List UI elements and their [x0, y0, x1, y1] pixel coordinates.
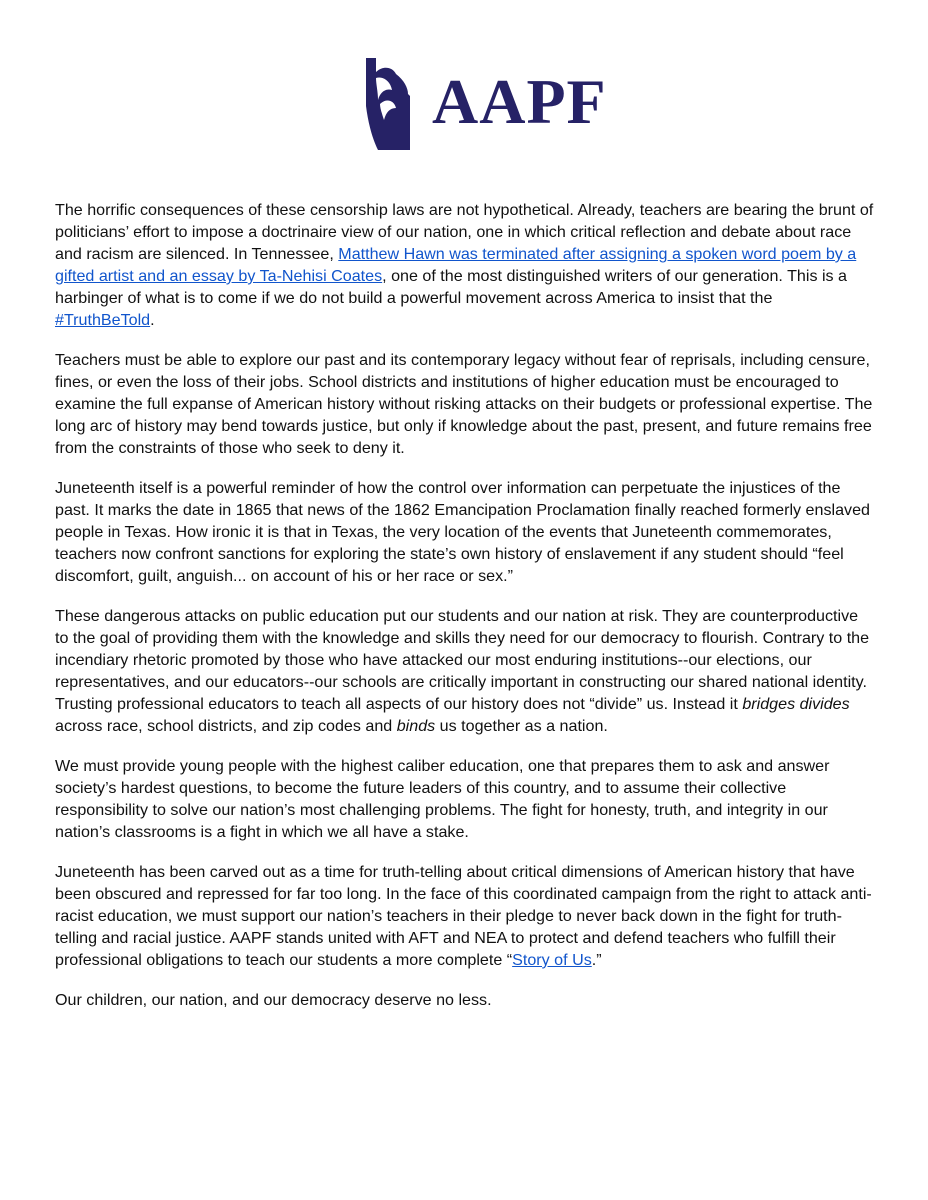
paragraph-2: Teachers must be able to explore our past and its contemporary legacy without fear of reprisals, including censure, fines, or even the loss of their jobs. School districts and institutions of higher education must be encouraged to examine the full expanse of American history without risking attacks on their budgets or professional expertise. The long arc of history may bend towards justice, but only if knowledge about the past, present, and future remains free from the constraints of those who seek to deny it. [55, 351, 873, 457]
aapf-logo-text: AAPF [432, 66, 607, 137]
truthbetold-hashtag-link[interactable]: #TruthBeTold [55, 311, 151, 329]
aapf-logo-mark-icon [366, 58, 410, 150]
letter-body [55, 199, 875, 1029]
aapf-logo [366, 58, 626, 152]
paragraph-7: Our children, our nation, and our democracy deserve no less. [55, 991, 492, 1009]
matthew-hawn-article-link[interactable]: Matthew Hawn was terminated after assigning a spoken word poem by a gifted artist and an essay by Ta-Nehisi Coates [55, 245, 857, 285]
paragraph-1: The horrific consequences of these censorship laws are not hypothetical. Already, teachers are bearing the brunt of politicians’ effort to impose a doctrinaire view of our nation, one in which critical reflection and debate about race and racism are silenced. In Tennessee, Matthew Hawn was terminated after assigning a spoken word poem by a gifted artist and an essay by Ta-Nehisi Coates, one of the most distinguished writers of our generation. This is a harbinger of what is to come if we do not build a powerful movement across America to insist that the #TruthBeTold. [55, 201, 874, 329]
paragraph-5: We must provide young people with the highest caliber education, one that prepares them to ask and answer society’s hardest questions, to become the future leaders of this country, and to assume their collective responsibility to solve our nation’s most challenging problems. The fight for honesty, truth, and integrity in our nation’s classrooms is a fight in which we all have a stake. [55, 757, 830, 841]
paragraph-3: Juneteenth itself is a powerful reminder of how the control over information can perpetuate the injustices of the past. It marks the date in 1865 that news of the 1862 Emancipation Proclamation finally reached formerly enslaved people in Texas. How ironic it is that in Texas, the very location of the events that Juneteenth commemorates, teachers now confront sanctions for exploring the state’s own history of enslavement if any student should “feel discomfort, guilt, anguish... on account of his or her race or sex.” [55, 479, 870, 585]
paragraph-4: These dangerous attacks on public education put our students and our nation at risk. They are counterproductive to the goal of providing them with the knowledge and skills they need for our democracy to flourish. Contrary to the incendiary rhetoric promoted by those who have attacked our most enduring institutions--our elections, our representatives, and our educators--our schools are critically important in constructing our shared national identity. Trusting professional educators to teach all aspects of our history does not “divide” us. Instead it bridges divides across race, school districts, and zip codes and binds us together as a nation. [55, 607, 870, 735]
paragraph-6: Juneteenth has been carved out as a time for truth-telling about critical dimensions of American history that have been obscured and repressed for far too long. In the face of this coordinated campaign from the right to attack anti-racist education, we must support our nation’s teachers in their pledge to never back down in the fight for truth-telling and racial justice. AAPF stands united with AFT and NEA to protect and defend teachers who fulfill their professional obligations to teach our students a more complete “Story of Us.” [55, 863, 872, 969]
story-of-us-link[interactable]: Story of Us [512, 951, 592, 969]
